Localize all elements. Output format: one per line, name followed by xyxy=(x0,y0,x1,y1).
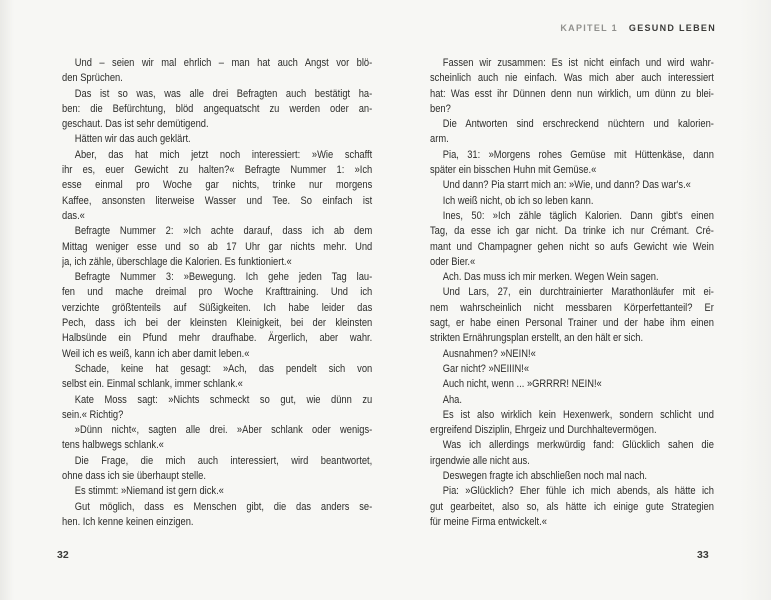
right-page-text xyxy=(430,56,714,530)
text-line: Auch nicht, wenn ... »GRRRR! NEIN!« xyxy=(442,378,602,391)
text-line: Pech, dass ich bei der kleinsten Kleinigkeit, bei der kleinsten xyxy=(62,317,373,330)
text-line: Tag, da esse ich gar nicht. Da trinke ich nur Crémant. Cré- xyxy=(430,225,714,238)
text-line: oder Bier.« xyxy=(430,255,476,268)
text-line: Pia, 31: »Morgens rohes Gemüse mit Hüttenkäse, dann xyxy=(442,148,714,161)
text-line: gut gearbeitet, also so, als hätte ich einige gute Strategien xyxy=(430,500,714,513)
text-line: fen und mache dreimal pro Woche Krafttraining. Und ich xyxy=(62,286,373,299)
text-line: ihr es, euer Gewicht zu halten?« Befragte Nummer 1: »Ich xyxy=(62,164,373,177)
text-line: das.« xyxy=(62,209,85,222)
text-line: Pia: »Glücklich? Eher fühle ich mich abends, als hätte ich xyxy=(442,485,714,498)
text-line: ben: die Befürchtung, blöd angequatscht zu werden oder an- xyxy=(62,102,373,115)
text-line: verzichte größtenteils auf Süßigkeiten. Ich habe leider das xyxy=(62,301,373,314)
text-line: Kaffee, ansonsten literweise Wasser und Tee. So einfach ist xyxy=(62,194,373,207)
text-line: Ich weiß nicht, ob ich so leben kann. xyxy=(442,194,594,207)
text-line: ben? xyxy=(430,102,451,115)
chapter-label: KAPITEL 1 xyxy=(560,23,618,33)
left-page-text xyxy=(62,56,372,530)
text-line: Und Lars, 27, ein durchtrainierter Marathonläufer mit ei- xyxy=(442,286,714,299)
text-line: den Sprüchen. xyxy=(62,72,123,85)
text-line: Ines, 50: »Ich zähle täglich Kalorien. Dann gibt's einen xyxy=(442,209,714,222)
text-line: ergreifend Disziplin, Ehrgeiz und Durchhaltevermögen. xyxy=(430,424,657,437)
text-line: arm. xyxy=(430,133,449,146)
text-line: Ach. Das muss ich mir merken. Wegen Wein sagen. xyxy=(442,271,659,284)
text-line: ja, ich zähle, überschlage die Kalorien. Es funktioniert.« xyxy=(62,255,292,268)
left-page xyxy=(62,56,372,530)
text-line: Gut möglich, dass es Menschen gibt, die das anders se- xyxy=(74,500,373,513)
text-line: scheinlich auch nie einfach. Was mich aber auch interessiert xyxy=(430,72,714,85)
text-line: Weil ich es weiß, kann ich aber damit leben.« xyxy=(62,347,250,360)
page-number-left: 32 xyxy=(57,549,69,561)
text-line: Das ist so was, was alle drei Befragten auch bestätigt ha- xyxy=(74,87,373,100)
text-line: Befragte Nummer 2: »Ich achte darauf, dass ich ab dem xyxy=(74,225,373,238)
text-line: Fassen wir zusammen: Es ist nicht einfach und wird wahr- xyxy=(442,57,714,69)
text-line: hat: Was esst ihr Dünnen denn nun wirklich, um dünn zu blei- xyxy=(430,87,714,100)
text-line: Was ich allerdings merkwürdig fand: Glücklich sahen die xyxy=(442,439,714,452)
text-line: Hätten wir das auch geklärt. xyxy=(74,133,191,146)
text-line: Gar nicht? »NEIIIN!« xyxy=(442,362,530,375)
text-line: selbst ein. Einmal schlank, immer schlank.« xyxy=(62,378,243,391)
text-line: sagt, er habe einen Personal Trainer und der habe ihm einen xyxy=(430,317,714,330)
text-line: geschaut. Das ist sehr demütigend. xyxy=(62,118,209,131)
text-line: Aber, das hat mich jetzt noch interessiert: »Wie schafft xyxy=(74,148,373,161)
text-line: Es stimmt: »Niemand ist gern dick.« xyxy=(74,485,224,498)
text-line: esse einmal pro Woche gar nichts, trinke nur morgens xyxy=(62,179,373,192)
page-number-right: 33 xyxy=(697,549,709,561)
text-line: Und dann? Pia starrt mich an: »Wie, und dann? Das war's.« xyxy=(442,179,691,192)
text-line: Kate Moss sagt: »Nichts schmeckt so gut, wie dünn zu xyxy=(74,393,373,406)
text-line: hen. Ich kenne keinen einzigen. xyxy=(62,515,194,528)
text-line: tens halbwegs schlank.« xyxy=(62,439,164,452)
text-line: Die Antworten sind erschreckend nüchtern und kalorien- xyxy=(442,118,714,131)
text-line: Ausnahmen? »NEIN!« xyxy=(442,347,536,360)
text-line: Schade, keine hat gesagt: »Ach, das pendelt sich von xyxy=(74,362,373,375)
text-line: Es ist also wirklich kein Hexenwerk, sondern schlicht und xyxy=(442,408,714,421)
right-page xyxy=(430,56,714,530)
text-line: Mittag weniger esse und so ab 17 Uhr gar nichts mehr. Und xyxy=(62,240,373,253)
text-line: Deswegen fragte ich abschließen noch mal nach. xyxy=(442,470,648,483)
text-line: für meine Firma entwickelt.« xyxy=(430,515,547,528)
text-line: Und – seien wir mal ehrlich – man hat auch Angst vor blö- xyxy=(74,57,373,69)
text-line: später ein bisschen Huhn mit Gemüse.« xyxy=(430,164,597,177)
chapter-title: GESUND LEBEN xyxy=(628,23,716,33)
text-line: irgendwie alle nicht aus. xyxy=(430,454,530,467)
text-line: Aha. xyxy=(442,393,462,406)
text-line: strikten Ernährungsplan erstellt, an den hält er sich. xyxy=(430,332,644,345)
text-line: mant und Champagner gehen nicht so aufs Gewicht wie Wein xyxy=(430,240,714,253)
text-line: Die Frage, die mich auch interessiert, wird beantwortet, xyxy=(74,454,373,467)
running-header xyxy=(560,23,716,33)
text-line: »Dünn nicht«, sagten alle drei. »Aber schlank oder wenigs- xyxy=(74,424,373,437)
text-line: Befragte Nummer 3: »Bewegung. Ich gehe jeden Tag lau- xyxy=(74,271,373,284)
text-line: nem wahrscheinlich nicht messbaren Körperfettanteil? Er xyxy=(430,301,714,314)
text-line: ohne dass ich sie überhaupt stelle. xyxy=(62,470,206,483)
text-line: sein.« Richtig? xyxy=(62,408,124,421)
text-line: Halbsünde ein Pfund mehr draufhabe. Ärgerlich, aber wahr. xyxy=(62,332,373,345)
